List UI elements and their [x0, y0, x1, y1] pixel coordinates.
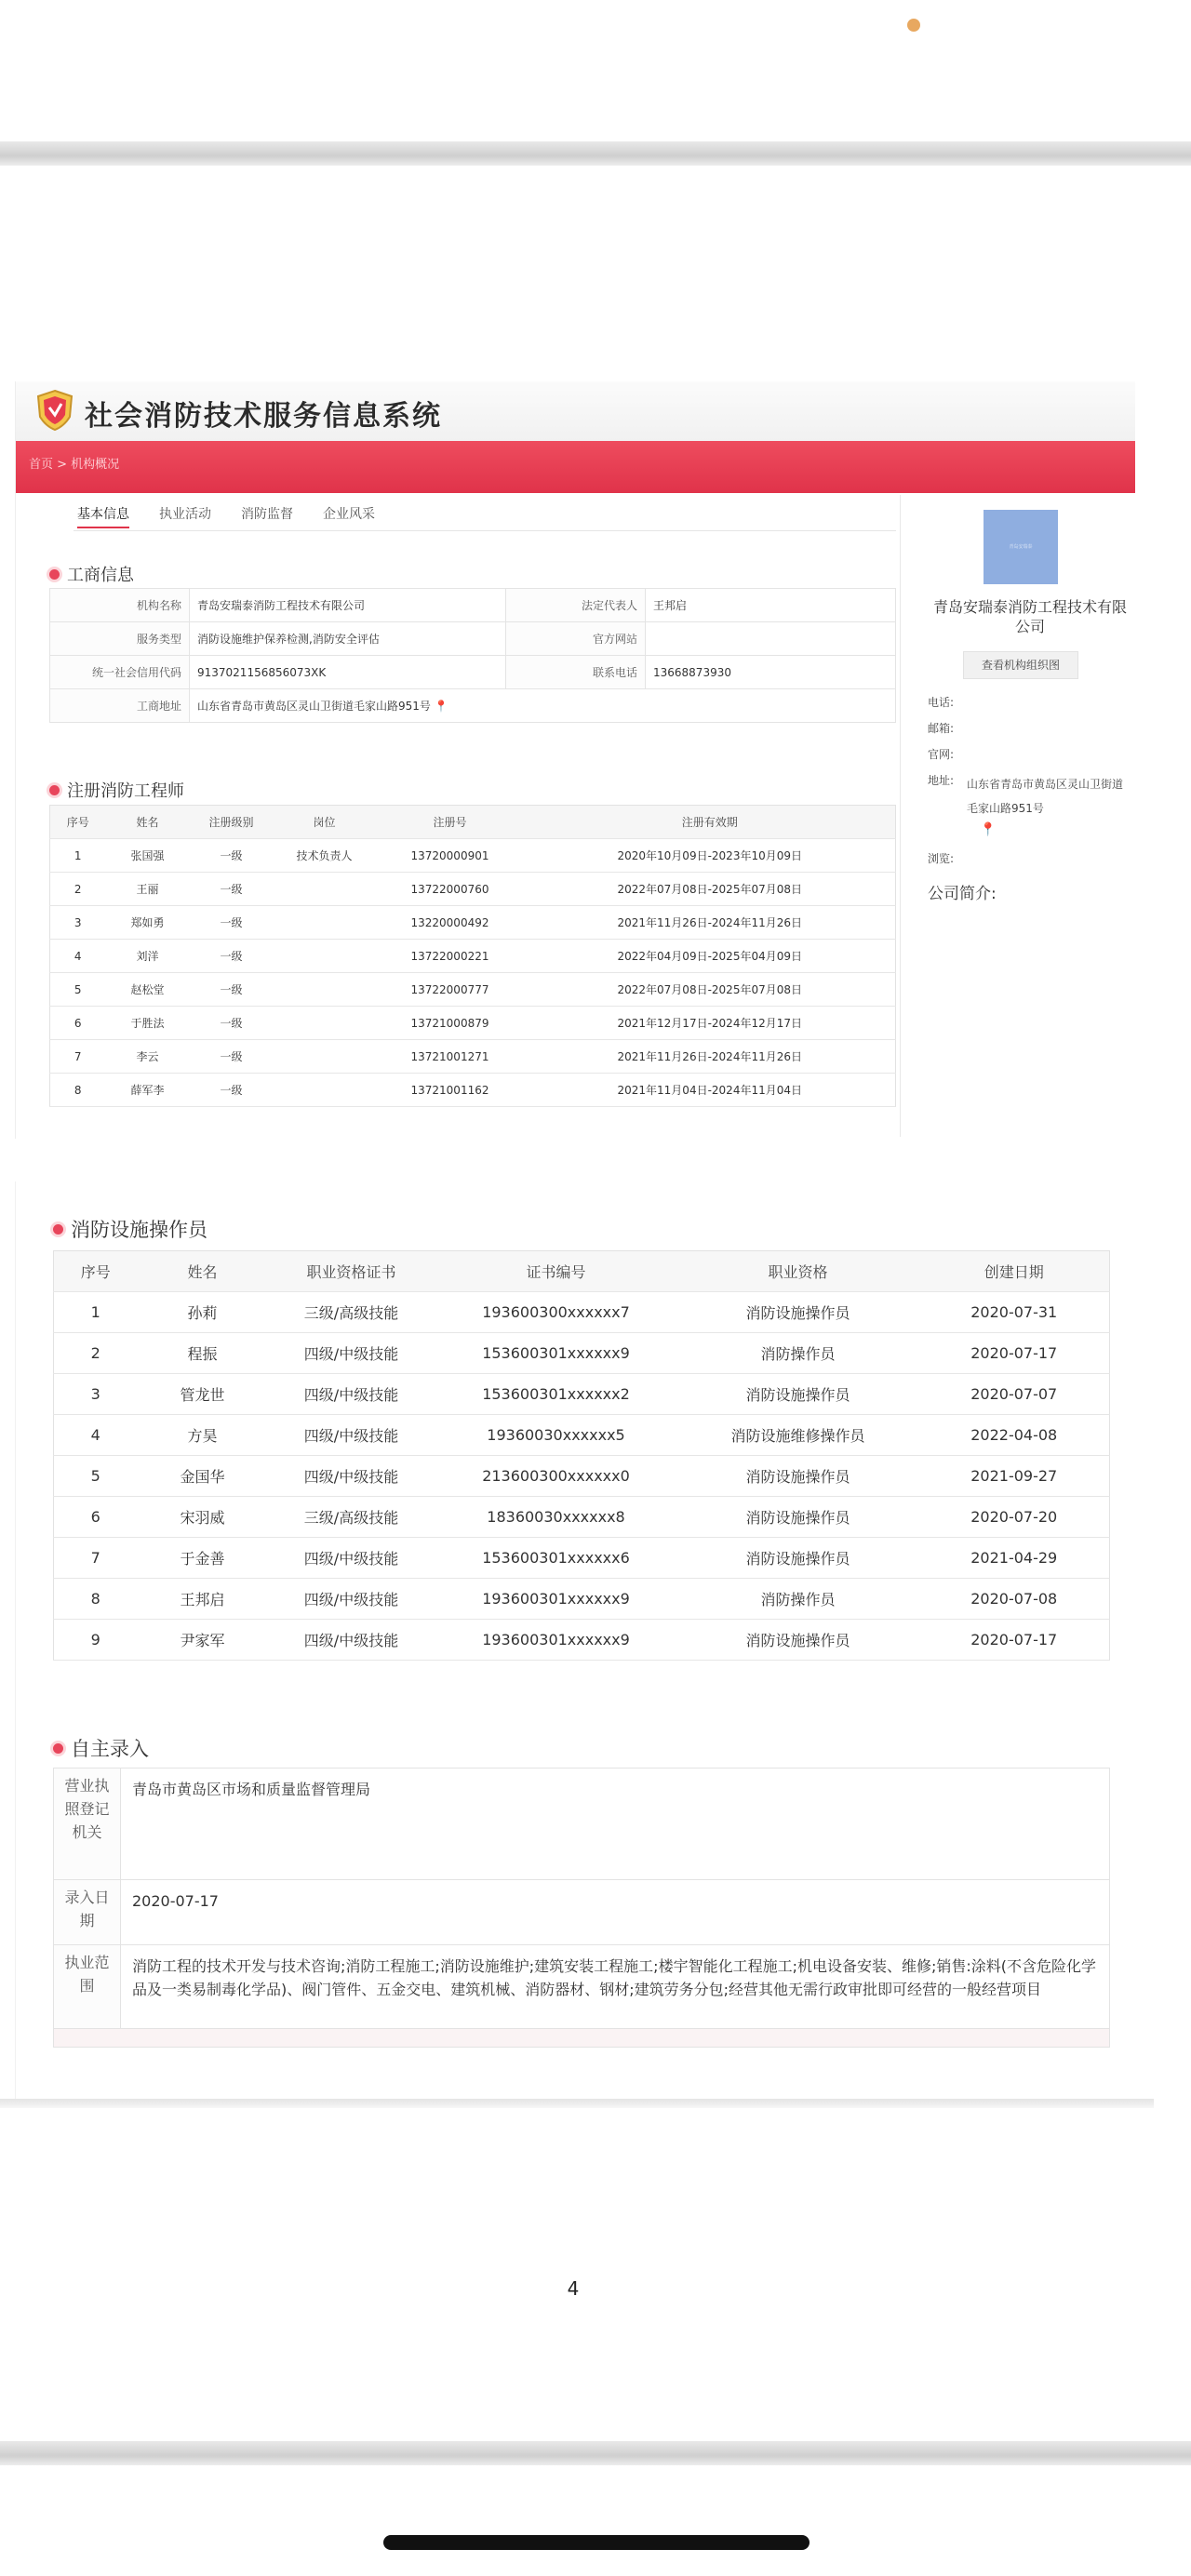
- table-cell: 153600301xxxxxx2: [435, 1374, 677, 1415]
- field-value: 王邦启: [646, 589, 896, 622]
- table-cell: [274, 1040, 376, 1074]
- table-cell: 消防设施操作员: [677, 1497, 919, 1538]
- table-cell: 消防设施操作员: [677, 1292, 919, 1333]
- table-footer: [54, 2029, 1110, 2048]
- table-row: [54, 1374, 1110, 1415]
- table-header-row: [54, 1251, 1110, 1292]
- column-header: 姓名: [138, 1251, 268, 1292]
- column-header: 序号: [54, 1251, 138, 1292]
- engineers-body: [50, 839, 896, 1107]
- page-divider: [0, 2441, 1191, 2465]
- table-cell: 消防设施操作员: [677, 1620, 919, 1661]
- table-cell: 5: [54, 1456, 138, 1497]
- field-label: 法定代表人: [506, 589, 646, 622]
- table-cell: 四级/中级技能: [268, 1374, 435, 1415]
- self-entry-section-title: [53, 1734, 149, 1762]
- table-cell: 技术负责人: [274, 839, 376, 873]
- bullet-icon: [49, 569, 60, 580]
- table-row: [50, 656, 896, 689]
- table-cell: 一级: [190, 940, 274, 973]
- column-header: 岗位: [274, 806, 376, 839]
- table-cell: 一级: [190, 839, 274, 873]
- table-cell: 四级/中级技能: [268, 1333, 435, 1374]
- breadcrumb[interactable]: 首页 > 机构概况: [29, 458, 120, 472]
- table-cell: 孙莉: [138, 1292, 268, 1333]
- table-cell: 6: [54, 1497, 138, 1538]
- table-cell: 四级/中级技能: [268, 1620, 435, 1661]
- tab-showcase[interactable]: 企业风采: [323, 507, 375, 522]
- table-cell: 4: [54, 1415, 138, 1456]
- system-title: 社会消防技术服务信息系统: [85, 400, 442, 433]
- operators-section-title: [53, 1215, 207, 1243]
- table-cell: [274, 1007, 376, 1040]
- table-cell: 2021年11月26日-2024年11月26日: [525, 906, 896, 940]
- table-cell: 2020-07-08: [919, 1579, 1110, 1620]
- field-label: 统一社会信用代码: [50, 656, 190, 689]
- table-row: [50, 1074, 896, 1107]
- website-label: 官网:: [928, 748, 955, 761]
- bullet-icon: [53, 1224, 63, 1235]
- table-cell: 一级: [190, 1007, 274, 1040]
- field-value: 消防工程的技术开发与技术咨询;消防工程施工;消防设施维护;建筑安装工程施工;楼宇智能化工程施工;机电设备安装、维修;销售:涂料(不含危险化学品及一类易制毒化学品)、阀门管件、五金交电、建筑机械、消防器材、钢材;建筑劳务分包;经营其他无需行政审批即可经营的一般经营项目: [121, 1945, 1110, 2029]
- tab-practice[interactable]: 执业活动: [159, 507, 211, 522]
- table-cell: [274, 973, 376, 1007]
- table-cell: 7: [50, 1040, 106, 1074]
- table-cell: 2022-04-08: [919, 1415, 1110, 1456]
- table-cell: 方昊: [138, 1415, 268, 1456]
- table-row: [50, 689, 896, 723]
- table-cell: 尹家军: [138, 1620, 268, 1661]
- engineers-table: [49, 805, 896, 1107]
- table-cell: 13721001162: [376, 1074, 525, 1107]
- column-header: 姓名: [106, 806, 190, 839]
- table-cell: 2022年07月08日-2025年07月08日: [525, 873, 896, 906]
- field-label: 机构名称: [50, 589, 190, 622]
- bullet-icon: [53, 1743, 63, 1754]
- table-cell: 2022年04月09日-2025年04月09日: [525, 940, 896, 973]
- operators-table: [53, 1250, 1110, 1661]
- table-cell: 金国华: [138, 1456, 268, 1497]
- field-value: 91370211568560​73XK: [190, 656, 506, 689]
- table-cell: 18360030xxxxxx8: [435, 1497, 677, 1538]
- field-label: 录入日期: [54, 1880, 121, 1945]
- table-cell: 13720000901: [376, 839, 525, 873]
- table-cell: 9: [54, 1620, 138, 1661]
- column-header: 序号: [50, 806, 106, 839]
- status-dot: [907, 19, 920, 32]
- table-cell: 李云: [106, 1040, 190, 1074]
- table-cell: 13722000221: [376, 940, 525, 973]
- table-header-row: [50, 806, 896, 839]
- table-row: [54, 1333, 1110, 1374]
- table-cell: 宋羽威: [138, 1497, 268, 1538]
- table-cell: 5: [50, 973, 106, 1007]
- table-cell: 消防设施操作员: [677, 1374, 919, 1415]
- table-cell: 2: [54, 1333, 138, 1374]
- table-cell: 2021-04-29: [919, 1538, 1110, 1579]
- table-cell: [274, 1074, 376, 1107]
- table-row: [54, 1456, 1110, 1497]
- table-cell: 213600300xxxxxx0: [435, 1456, 677, 1497]
- table-cell: 薛军李: [106, 1074, 190, 1107]
- table-cell: 2020-07-31: [919, 1292, 1110, 1333]
- table-cell: 2020年10月09日-2023年10月09日: [525, 839, 896, 873]
- table-cell: 2020-07-17: [919, 1620, 1110, 1661]
- table-cell: 三级/高级技能: [268, 1292, 435, 1333]
- operators-body: [54, 1292, 1110, 1661]
- table-row: [54, 1880, 1110, 1945]
- section-label: 注册消防工程师: [67, 781, 184, 801]
- home-indicator[interactable]: [383, 2535, 810, 2550]
- map-pin-icon[interactable]: 📍: [980, 822, 997, 837]
- system-header: [16, 381, 1135, 441]
- field-label: 联系电话: [506, 656, 646, 689]
- table-row: [54, 1497, 1110, 1538]
- table-cell: 一级: [190, 1040, 274, 1074]
- column-header: 职业资格: [677, 1251, 919, 1292]
- map-pin-icon[interactable]: 📍: [434, 700, 448, 713]
- system-page: [15, 381, 1134, 1139]
- table-cell: [274, 940, 376, 973]
- table-cell: 2021-09-27: [919, 1456, 1110, 1497]
- table-cell: 8: [54, 1579, 138, 1620]
- column-header: 证书编号: [435, 1251, 677, 1292]
- table-row: [50, 1007, 896, 1040]
- field-value: 13668873930: [646, 656, 896, 689]
- table-row: [50, 589, 896, 622]
- table-cell: 程振: [138, 1333, 268, 1374]
- table-cell: 13220000492: [376, 906, 525, 940]
- table-cell: 13722000760: [376, 873, 525, 906]
- table-cell: 2020-07-20: [919, 1497, 1110, 1538]
- table-cell: 于胜法: [106, 1007, 190, 1040]
- table-cell: 8: [50, 1074, 106, 1107]
- self-entry-table: [53, 1768, 1110, 2048]
- table-cell: 2021年11月26日-2024年11月26日: [525, 1040, 896, 1074]
- table-cell: 2020-07-07: [919, 1374, 1110, 1415]
- column-header: 创建日期: [919, 1251, 1110, 1292]
- section-label: 工商信息: [67, 566, 134, 585]
- table-cell: 13721000879: [376, 1007, 525, 1040]
- field-label: 官方网站: [506, 622, 646, 656]
- table-cell: 6: [50, 1007, 106, 1040]
- table-cell: 王丽: [106, 873, 190, 906]
- views-label: 浏览:: [928, 852, 955, 865]
- column-header: 注册级别: [190, 806, 274, 839]
- email-label: 邮箱:: [928, 722, 955, 735]
- shield-logo-icon: [36, 389, 74, 432]
- field-label: 执业范围: [54, 1945, 121, 2029]
- table-row: [50, 1040, 896, 1074]
- tab-bar: [77, 504, 375, 528]
- table-row: [50, 622, 896, 656]
- table-cell: 193600301xxxxxx9: [435, 1620, 677, 1661]
- table-cell: 193600300xxxxxx7: [435, 1292, 677, 1333]
- engineers-section-title: [49, 778, 184, 802]
- table-cell: 2021年11月04日-2024年11月04日: [525, 1074, 896, 1107]
- address-value: 山东省青岛市黄岛区灵山卫街道毛家山路951号: [197, 700, 431, 713]
- table-cell: 管龙世: [138, 1374, 268, 1415]
- table-row: [54, 2029, 1110, 2048]
- tab-supervision[interactable]: 消防监督: [241, 507, 293, 522]
- business-section-title: [49, 562, 134, 586]
- section-label: 自主录入: [71, 1738, 149, 1760]
- table-cell: 193600301xxxxxx9: [435, 1579, 677, 1620]
- field-value: 青岛市黄岛区市场和质量监督管理局: [121, 1768, 1110, 1880]
- column-header: 注册有效期: [525, 806, 896, 839]
- table-cell: 1: [54, 1292, 138, 1333]
- table-cell: 消防设施操作员: [677, 1456, 919, 1497]
- page-divider: [0, 141, 1191, 166]
- table-cell: 四级/中级技能: [268, 1415, 435, 1456]
- table-cell: 四级/中级技能: [268, 1538, 435, 1579]
- table-cell: 郑如勇: [106, 906, 190, 940]
- table-cell: 一级: [190, 906, 274, 940]
- table-cell: 四级/中级技能: [268, 1579, 435, 1620]
- table-cell: 刘洋: [106, 940, 190, 973]
- table-cell: 2021年12月17日-2024年12月17日: [525, 1007, 896, 1040]
- operators-page: [15, 1181, 1134, 2099]
- table-cell: 消防设施维修操作员: [677, 1415, 919, 1456]
- table-cell: 消防设施操作员: [677, 1538, 919, 1579]
- table-cell: 四级/中级技能: [268, 1456, 435, 1497]
- table-cell: 19360030xxxxxx5: [435, 1415, 677, 1456]
- table-cell: 13722000777: [376, 973, 525, 1007]
- table-row: [50, 873, 896, 906]
- table-row: [54, 1768, 1110, 1880]
- field-value: [646, 622, 896, 656]
- field-label: 服务类型: [50, 622, 190, 656]
- table-cell: 三级/高级技能: [268, 1497, 435, 1538]
- table-cell: 2: [50, 873, 106, 906]
- table-cell: 7: [54, 1538, 138, 1579]
- table-cell: 一级: [190, 873, 274, 906]
- table-cell: 赵松堂: [106, 973, 190, 1007]
- table-row: [50, 973, 896, 1007]
- field-value: 青岛安瑞泰消防工程技术有限公司: [190, 589, 506, 622]
- table-cell: 张国强: [106, 839, 190, 873]
- table-row: [50, 839, 896, 873]
- field-label: 营业执照登记机关: [54, 1768, 121, 1880]
- table-cell: 一级: [190, 973, 274, 1007]
- intro-title: 公司简介:: [928, 885, 997, 903]
- phone-label: 电话:: [928, 696, 955, 709]
- table-cell: 于金善: [138, 1538, 268, 1579]
- bullet-icon: [49, 785, 60, 795]
- table-cell: 消防操作员: [677, 1579, 919, 1620]
- table-row: [54, 1415, 1110, 1456]
- address-cell: [190, 689, 896, 723]
- address-label: 地址:: [928, 774, 955, 787]
- table-cell: 3: [50, 906, 106, 940]
- table-cell: 4: [50, 940, 106, 973]
- table-cell: 1: [50, 839, 106, 873]
- field-label: 工商地址: [50, 689, 190, 723]
- column-header: 职业资格证书: [268, 1251, 435, 1292]
- table-cell: 3: [54, 1374, 138, 1415]
- field-value: 2020-07-17: [121, 1880, 1110, 1945]
- page-shadow: [0, 2099, 1154, 2108]
- business-info-table: [49, 588, 896, 723]
- nav-bar: [16, 441, 1135, 493]
- table-cell: 消防操作员: [677, 1333, 919, 1374]
- table-cell: 2020-07-17: [919, 1333, 1110, 1374]
- table-cell: 一级: [190, 1074, 274, 1107]
- field-value: 消防设施维护保养检测,消防安全评估: [190, 622, 506, 656]
- logo-text: 青岛安瑞泰: [1009, 544, 1033, 550]
- table-row: [50, 940, 896, 973]
- table-cell: 2022年07月08日-2025年07月08日: [525, 973, 896, 1007]
- table-row: [54, 1945, 1110, 2029]
- tab-basic-info[interactable]: 基本信息: [77, 504, 129, 528]
- company-name: 青岛安瑞泰消防工程技术有限公司: [932, 598, 1127, 635]
- table-row: [54, 1620, 1110, 1661]
- view-org-chart-button[interactable]: 查看机构组织图: [963, 651, 1078, 679]
- panel-divider: [900, 495, 901, 1137]
- column-header: 注册号: [376, 806, 525, 839]
- table-row: [50, 906, 896, 940]
- table-cell: 153600301xxxxxx6: [435, 1538, 677, 1579]
- table-cell: [274, 873, 376, 906]
- table-cell: 153600301xxxxxx9: [435, 1333, 677, 1374]
- company-logo: [984, 510, 1058, 584]
- address-value: 山东省青岛市黄岛区灵山卫街道毛家山路951号: [967, 778, 1124, 815]
- section-label: 消防设施操作员: [71, 1219, 207, 1241]
- table-row: [54, 1538, 1110, 1579]
- table-cell: 王邦启: [138, 1579, 268, 1620]
- page-number: 4: [567, 2277, 580, 2300]
- table-cell: [274, 906, 376, 940]
- table-cell: 13721001271: [376, 1040, 525, 1074]
- tab-divider: [74, 530, 896, 531]
- table-row: [54, 1292, 1110, 1333]
- table-row: [54, 1579, 1110, 1620]
